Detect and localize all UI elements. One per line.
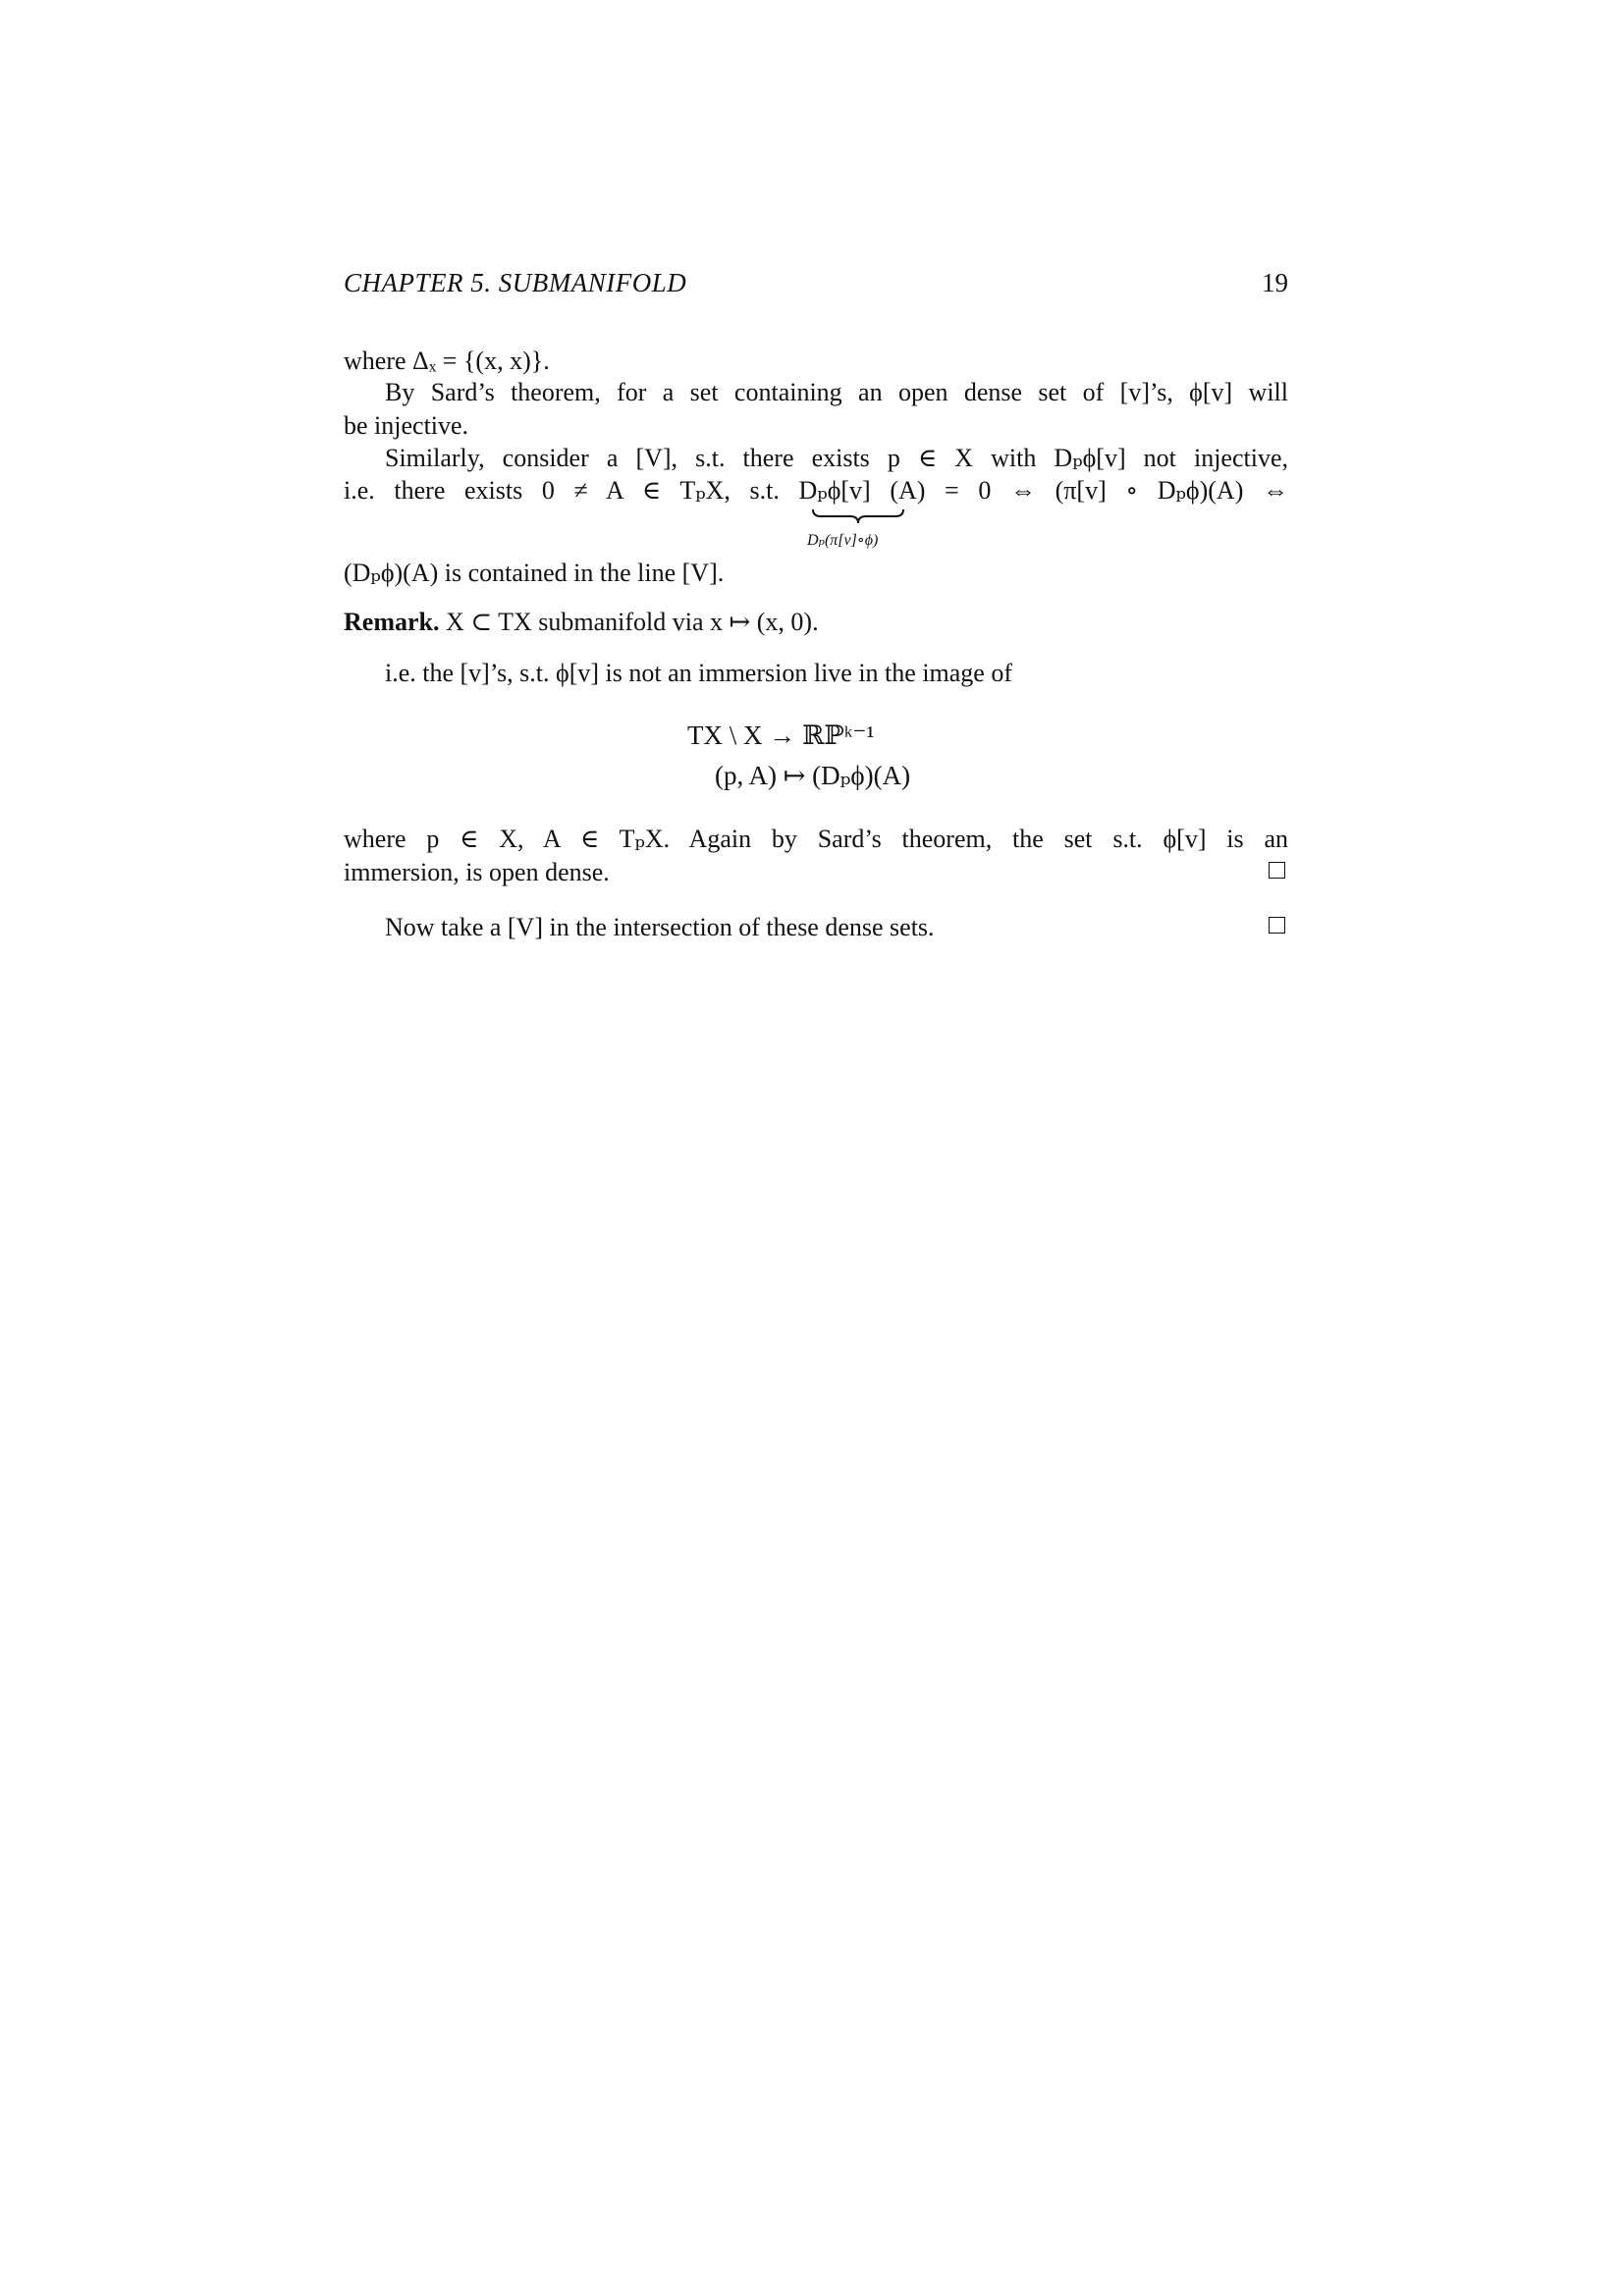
body-line-similarly: Similarly, consider a [V], s.t. there exists p ∈ X with Dₚϕ[v] not injective, <box>385 444 1288 472</box>
qed-square <box>1269 917 1285 934</box>
body-line-contained-in-line: (Dₚϕ)(A) is contained in the line [V]. <box>344 559 725 587</box>
body-line-ie-there-exists: i.e. there exists 0 ≠ A ∈ TₚX, s.t. Dₚϕ[v] (A) = 0 ⇔ (π[v] ∘ Dₚϕ)(A) ⇔ <box>344 476 1288 505</box>
display-equation-line-1: TX \ X → ℝℙᵏ⁻¹ <box>687 721 875 750</box>
body-line-now-take: Now take a [V] in the intersection of these dense sets. <box>385 913 935 941</box>
body-line-where-delta: where Δₓ = {(x, x)}. <box>344 347 550 375</box>
body-line-ie-the-v: i.e. the [v]’s, s.t. ϕ[v] is not an immersion live in the image of <box>385 659 1013 687</box>
display-equation-line-2: (p, A) ↦ (Dₚϕ)(A) <box>715 761 911 790</box>
body-line-where-p-in-x: where p ∈ X, A ∈ TₚX. Again by Sard’s theorem, the set s.t. ϕ[v] is an <box>344 825 1288 853</box>
underbrace <box>811 507 905 525</box>
remark-text: X ⊂ TX submanifold via x ↦ (x, 0). <box>445 608 819 636</box>
running-header-chapter: CHAPTER 5. SUBMANIFOLD <box>344 268 687 297</box>
qed-square <box>1269 862 1285 879</box>
remark-paragraph <box>344 607 819 638</box>
body-line-be-injective: be injective. <box>344 411 469 440</box>
underbrace-label: Dₚ(π[v]∘ϕ) <box>807 532 879 549</box>
body-line-sard-injective: By Sard’s theorem, for a set containing an open dense set of [v]’s, ϕ[v] will <box>385 378 1288 406</box>
body-line-immersion-open-dense: immersion, is open dense. <box>344 858 610 886</box>
remark-label: Remark. <box>344 608 440 636</box>
page-number: 19 <box>1262 268 1288 297</box>
